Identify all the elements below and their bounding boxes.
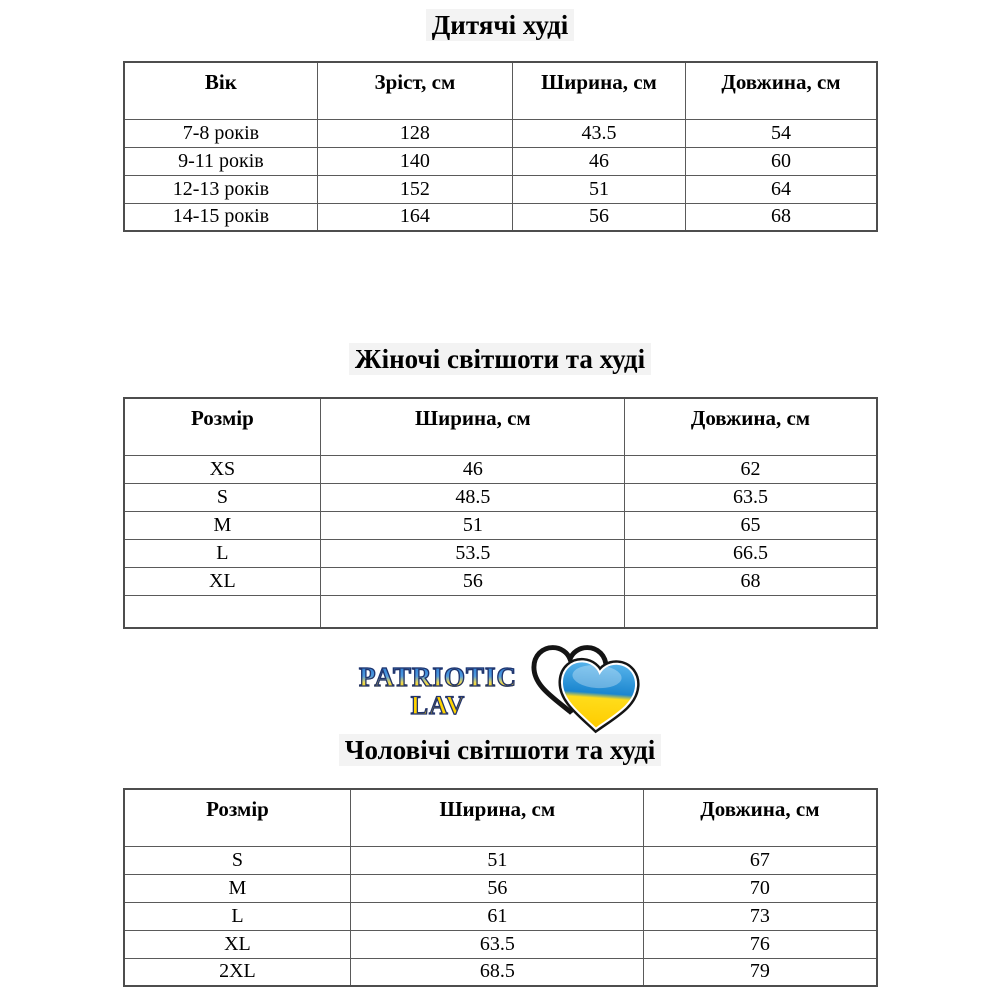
empty-cell bbox=[625, 595, 877, 628]
table-cell: 73 bbox=[644, 902, 877, 930]
table-row bbox=[124, 539, 877, 567]
table-cell: 66.5 bbox=[625, 539, 877, 567]
table-cell: XL bbox=[124, 930, 351, 958]
men-size-table bbox=[123, 788, 878, 987]
column-header: Розмір bbox=[124, 398, 321, 455]
table-cell: 76 bbox=[644, 930, 877, 958]
table-row bbox=[124, 119, 877, 147]
table-cell: 54 bbox=[686, 119, 877, 147]
header-row bbox=[124, 62, 877, 119]
table-cell: 46 bbox=[321, 455, 625, 483]
table-cell: 61 bbox=[351, 902, 644, 930]
column-header: Довжина, см bbox=[686, 62, 877, 119]
women-size-table bbox=[123, 397, 878, 629]
table-row bbox=[124, 874, 877, 902]
men-table-title bbox=[0, 735, 1000, 766]
women-table-title bbox=[0, 232, 1000, 375]
column-header: Вік bbox=[124, 62, 318, 119]
patriotic-lav-logo bbox=[0, 643, 1000, 735]
empty-cell bbox=[124, 595, 321, 628]
column-header: Ширина, см bbox=[351, 789, 644, 846]
table-cell: 14-15 років bbox=[124, 203, 318, 231]
table-cell: M bbox=[124, 511, 321, 539]
table-cell: L bbox=[124, 902, 351, 930]
empty-cell bbox=[321, 595, 625, 628]
kids-size-table bbox=[123, 61, 878, 232]
ukraine-flag-hearts-icon bbox=[523, 643, 641, 735]
table-row bbox=[124, 567, 877, 595]
table-cell: 51 bbox=[351, 846, 644, 874]
table-cell: 68 bbox=[686, 203, 877, 231]
table-row bbox=[124, 902, 877, 930]
table-row bbox=[124, 455, 877, 483]
column-header: Розмір bbox=[124, 789, 351, 846]
table-cell: 65 bbox=[625, 511, 877, 539]
header-row bbox=[124, 789, 877, 846]
table-cell: 7-8 років bbox=[124, 119, 318, 147]
kids-hoodies-section bbox=[0, 0, 1000, 232]
table-cell: 51 bbox=[321, 511, 625, 539]
table-cell: XL bbox=[124, 567, 321, 595]
table-cell: 68.5 bbox=[351, 958, 644, 986]
table-cell: S bbox=[124, 846, 351, 874]
table-cell: 2XL bbox=[124, 958, 351, 986]
column-header: Ширина, см bbox=[512, 62, 686, 119]
table-cell: 12-13 років bbox=[124, 175, 318, 203]
table-cell: 67 bbox=[644, 846, 877, 874]
table-cell: L bbox=[124, 539, 321, 567]
table-row bbox=[124, 175, 877, 203]
table-cell: 46 bbox=[512, 147, 686, 175]
logo-wordmark bbox=[358, 661, 517, 720]
table-cell: 60 bbox=[686, 147, 877, 175]
table-cell: 140 bbox=[318, 147, 512, 175]
table-cell: XS bbox=[124, 455, 321, 483]
table-cell: 53.5 bbox=[321, 539, 625, 567]
men-table-title-text: Чоловічі світшоти та худі bbox=[339, 734, 662, 766]
table-cell: 63.5 bbox=[351, 930, 644, 958]
table-cell: 9-11 років bbox=[124, 147, 318, 175]
logo-brand-name: PATRIOTIC bbox=[358, 661, 517, 692]
table-cell: 56 bbox=[351, 874, 644, 902]
table-cell: 48.5 bbox=[321, 483, 625, 511]
table-cell: M bbox=[124, 874, 351, 902]
table-cell: 62 bbox=[625, 455, 877, 483]
flag-heart-icon bbox=[560, 661, 636, 730]
table-cell: 79 bbox=[644, 958, 877, 986]
column-header: Ширина, см bbox=[321, 398, 625, 455]
column-header: Зріст, см bbox=[318, 62, 512, 119]
kids-table-title-text: Дитячі худі bbox=[426, 9, 575, 41]
column-header: Довжина, см bbox=[644, 789, 877, 846]
table-cell: 68 bbox=[625, 567, 877, 595]
empty-row bbox=[124, 595, 877, 628]
kids-table-title bbox=[0, 0, 1000, 41]
table-cell: 63.5 bbox=[625, 483, 877, 511]
table-row bbox=[124, 511, 877, 539]
table-cell: 64 bbox=[686, 175, 877, 203]
table-cell: 56 bbox=[512, 203, 686, 231]
women-sweatshirts-section bbox=[0, 232, 1000, 629]
column-header: Довжина, см bbox=[625, 398, 877, 455]
table-cell: S bbox=[124, 483, 321, 511]
logo-brand-name-2: LAV bbox=[410, 690, 466, 720]
table-row bbox=[124, 147, 877, 175]
table-row bbox=[124, 958, 877, 986]
table-cell: 152 bbox=[318, 175, 512, 203]
table-cell: 164 bbox=[318, 203, 512, 231]
men-sweatshirts-section bbox=[0, 735, 1000, 987]
table-cell: 43.5 bbox=[512, 119, 686, 147]
table-cell: 70 bbox=[644, 874, 877, 902]
header-row bbox=[124, 398, 877, 455]
table-cell: 51 bbox=[512, 175, 686, 203]
table-row bbox=[124, 846, 877, 874]
table-row bbox=[124, 203, 877, 231]
women-table-title-text: Жіночі світшоти та худі bbox=[349, 343, 651, 375]
table-row bbox=[124, 930, 877, 958]
table-cell: 56 bbox=[321, 567, 625, 595]
table-cell: 128 bbox=[318, 119, 512, 147]
table-row bbox=[124, 483, 877, 511]
